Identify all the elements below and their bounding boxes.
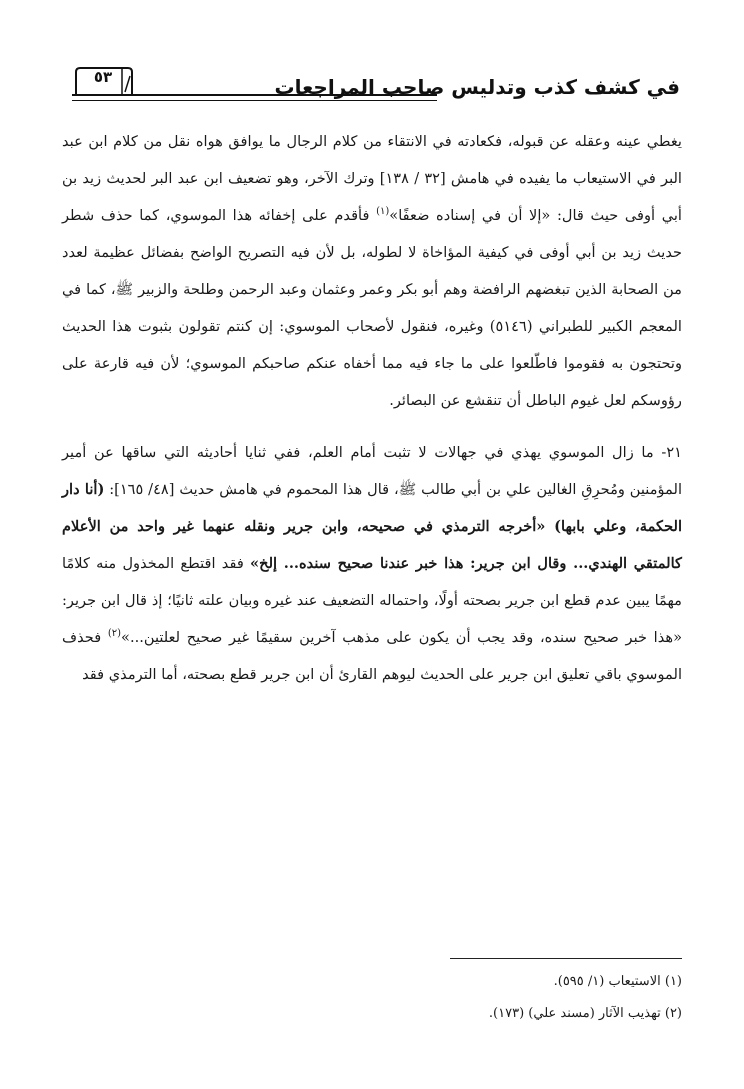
footnote-separator (450, 958, 682, 959)
body-text (62, 123, 682, 693)
paragraph (62, 434, 682, 693)
footnote: (١) الاستيعاب (١/ ٥٩٥). (553, 974, 682, 989)
text-segment: فقد اقتطع المخذول منه كلامًا مهمًا يبين عدم قطع ابن جرير بصحته أولًا، واحتماله التضعيف عند غيره وبيان علته ثانيًا؛ إذ قال ابن جرير: «هذا خبر صحيح سنده، وقد يجب أن يكون على مذهب آخرين سقيمًا غير صحيح لعلتين...» (62, 555, 683, 646)
page-number-box (72, 66, 134, 88)
footnotes (62, 966, 682, 1030)
page-number: ٥٣ (93, 68, 113, 86)
text-segment: فأقدم على إخفائه هذا الموسوي، كما حذف شطر حديث زيد بن أبي أوفى في كيفية المؤاخاة لا لطوله، بل لأن فيه التصريح الواضح بفضائل عظيمة لعدد من الصحابة الذين تبغضهم الرافضة وهم أبو بكر وعمر وعثمان وعبد الرحمن وطلحة والزبير ﷺ، كما في المعجم الكبير للطبراني (٥١٤٦) وغيره، فنقول لأصحاب الموسوي: إن كنتم تقولون بثبوت هذا الحديث وتحتجون به فقوموا فاطّلعوا على ما جاء فيه مما أخفاه عنكم صاحبكم الموسوي؛ لأن فيه قارعة على رؤوسكم لعل غيوم الباطل أن تنقشع عن البصائر. (62, 207, 682, 409)
paragraph (62, 123, 682, 419)
footnote-marker: (١) (376, 206, 390, 218)
text-segment: ٢١- ما زال الموسوي يهذي في جهالات لا تثبت أمام العلم، ففي ثنايا أحاديثه التي ساقها عن أمير المؤمنين ومُحرِقِ الغالين علي بن أبي طالب ﷺ، قال هذا المحموم في هامش حديث [٤٨/ ١٦٥]: (62, 444, 682, 498)
footnote: (٢) تهذيب الآثار (مسند علي) (١٧٣). (488, 1006, 682, 1021)
text-segment: يغطي عينه وعقله عن قبوله، فكعادته في الانتقاء من كلام الرجال ما يوافق هواه نقل من كلام ابن عبد البر في الاستيعاب ما يفيده في هامش [٣٢ / ١٣٨] وترك الآخر، وهو تضعيف ابن عبد البر لحديث زيد بن أبي أوفى حيث قال: «إلا أن في إسناده ضعفًا» (62, 133, 682, 224)
text-segment: فحذف الموسوي باقي تعليق ابن جرير على الحديث ليوهم القارئ أن ابن جرير قطع بصحته، أما الترمذي فقد (62, 629, 682, 683)
footnote-marker: (٢) (107, 628, 122, 640)
running-header (60, 66, 680, 106)
bold-quotation: (أنا دار الحكمة، وعلي بابها) «أخرجه الترمذي في صحيحه، وابن جرير ونقله عنهما غير واحد من الأعلام كالمتقي الهندي... وقال ابن جرير: هذا خبر عندنا صحيح سنده... إلخ» (62, 481, 682, 572)
running-header-title: في كشف كذب وتدليس صاحب المراجعات (274, 75, 680, 99)
